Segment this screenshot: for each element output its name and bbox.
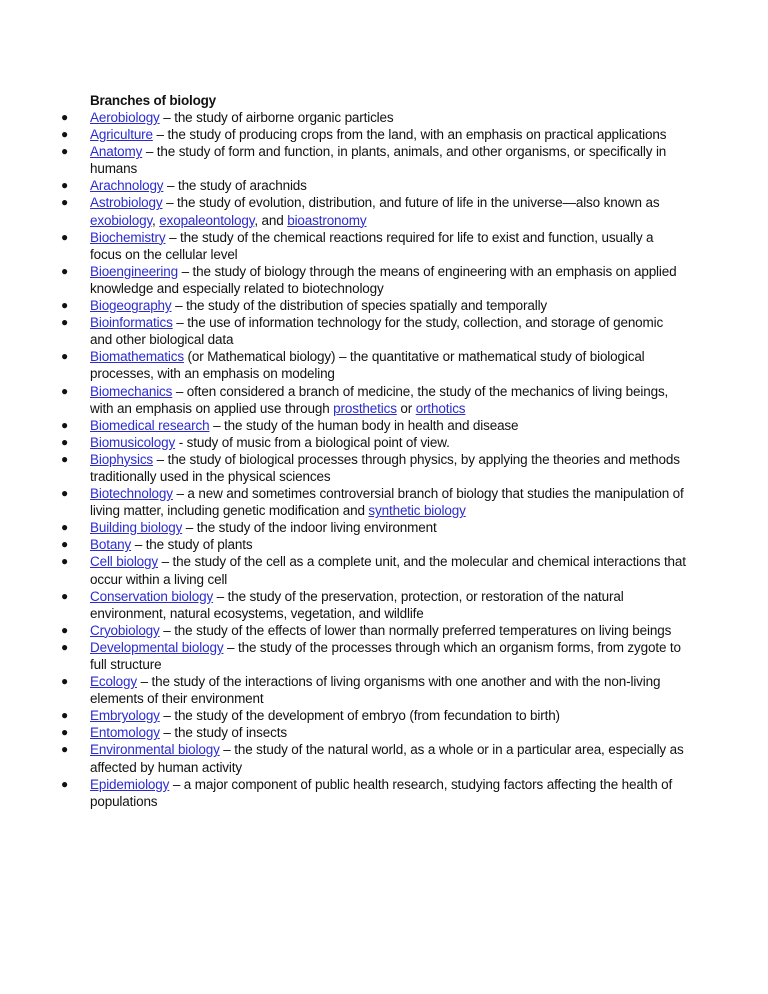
description-text: – the study of the indoor living environment — [182, 520, 437, 536]
list-item — [0, 622, 768, 639]
bullet-icon: ● — [61, 639, 69, 654]
description-text: – the study of the chemical reactions required for life to exist and function, usually a focus on the cellular level — [90, 229, 654, 262]
description-text: - study of music from a biological point of view. — [175, 434, 450, 450]
page-title: Branches of biology — [90, 93, 216, 108]
term-link[interactable]: Biomechanics — [90, 383, 173, 399]
term-link[interactable]: Building biology — [90, 520, 183, 536]
term-link[interactable]: Cryobiology — [90, 622, 160, 638]
term-link[interactable]: Anatomy — [90, 144, 143, 160]
description-text: – the study of the effects of lower than normally preferred temperatures on living beings — [159, 622, 672, 638]
bullet-icon: ● — [61, 110, 69, 124]
term-link[interactable]: Biotechnology — [90, 486, 173, 502]
bullet-icon: ● — [61, 537, 69, 552]
bullet-icon: ● — [61, 315, 69, 330]
term-link[interactable]: Biomedical research — [90, 417, 210, 433]
bullet-icon: ● — [61, 588, 69, 603]
list-item — [0, 263, 768, 297]
bullet-icon: ● — [61, 417, 69, 432]
description-text: – the study of airborne organic particles — [159, 110, 394, 125]
term-link[interactable]: prosthetics — [333, 400, 397, 416]
list-item — [0, 177, 768, 194]
term-link[interactable]: Agriculture — [90, 127, 153, 143]
bullet-icon: ● — [61, 742, 69, 757]
term-link[interactable]: Bioinformatics — [90, 315, 173, 331]
list-item — [0, 109, 768, 126]
list-item — [0, 314, 768, 348]
description-text: – the study of the distribution of species spatially and temporally — [171, 298, 548, 314]
term-link[interactable]: exobiology — [90, 212, 153, 228]
list-item — [0, 536, 768, 553]
list-item — [0, 485, 768, 519]
list-item — [0, 707, 768, 724]
description-text: – often considered a branch of medicine, the study of the mechanics of living beings, with an emphasis on applied use through — [90, 383, 669, 416]
bullet-icon: ● — [61, 229, 69, 244]
bullet-icon: ● — [61, 708, 69, 723]
description-text: – the study of the interactions of living organisms with one another and with the non-living elements of their environment — [90, 674, 661, 707]
description-text: – the study of the cell as a complete unit, and the molecular and chemical interactions that occur within a living cell — [90, 554, 686, 587]
description-text: – the study of form and function, in plants, animals, and other organisms, or specifically in humans — [90, 144, 667, 177]
list-item — [0, 126, 768, 143]
bullet-icon: ● — [61, 127, 69, 142]
bullet-icon: ● — [61, 349, 69, 364]
term-link[interactable]: synthetic biology — [368, 503, 466, 519]
bullet-icon: ● — [61, 195, 69, 210]
term-link[interactable]: Ecology — [90, 674, 137, 690]
term-link[interactable]: Conservation biology — [90, 588, 214, 604]
bullet-icon: ● — [61, 144, 69, 159]
bullet-icon: ● — [61, 554, 69, 569]
bullet-icon: ● — [61, 674, 69, 689]
list-item — [0, 348, 768, 382]
document-page — [0, 92, 768, 810]
list-item — [0, 229, 768, 263]
list-item — [0, 434, 768, 451]
bullet-icon: ● — [61, 486, 69, 501]
list-item — [0, 297, 768, 314]
description-text: – the study of insects — [159, 725, 287, 741]
description-text: – the study of the human body in health and disease — [209, 417, 519, 433]
term-link[interactable]: Arachnology — [90, 178, 164, 194]
term-link[interactable]: bioastronomy — [287, 212, 367, 228]
term-link[interactable]: Developmental biology — [90, 639, 224, 655]
list-item — [0, 588, 768, 622]
term-link[interactable]: exopaleontology — [159, 212, 255, 228]
term-link[interactable]: Epidemiology — [90, 776, 170, 792]
term-link[interactable]: Environmental biology — [90, 742, 220, 758]
term-link[interactable]: Biomusicology — [90, 434, 176, 450]
bullet-icon: ● — [61, 434, 69, 449]
list-item — [0, 519, 768, 536]
description-text: – the study of arachnids — [163, 178, 307, 194]
list-item — [0, 776, 768, 810]
bullet-icon: ● — [61, 178, 69, 193]
bullet-icon: ● — [61, 451, 69, 466]
term-link[interactable]: Biophysics — [90, 451, 154, 467]
term-link[interactable]: Aerobiology — [90, 110, 160, 125]
term-link[interactable]: Embryology — [90, 708, 160, 724]
term-link[interactable]: Bioengineering — [90, 263, 178, 279]
description-text: – the study of producing crops from the land, with an emphasis on practical applications — [152, 127, 667, 143]
bullet-icon: ● — [61, 298, 69, 313]
term-link[interactable]: Cell biology — [90, 554, 158, 570]
list-item — [0, 553, 768, 587]
description-text: – the study of biology through the means of engineering with an emphasis on applied knowledge and especially related to biotechnology — [90, 263, 677, 296]
description-text: – a new and sometimes controversial branch of biology that studies the manipulation of living matter, including genetic modification and — [90, 486, 684, 519]
term-link[interactable]: Entomology — [90, 725, 160, 741]
list-item — [0, 143, 768, 177]
description-text: or — [396, 400, 416, 416]
term-link[interactable]: Biomathematics — [90, 349, 184, 365]
list-item — [0, 451, 768, 485]
description-text: – the study of the development of embryo (from fecundation to birth) — [159, 708, 560, 724]
description-text: (or Mathematical biology) – the quantitative or mathematical study of biological processes, with an emphasis on modeling — [90, 349, 645, 382]
list-item — [0, 724, 768, 741]
description-text: – the study of the natural world, as a whole or in a particular area, especially as affected by human activity — [90, 742, 684, 775]
bullet-icon: ● — [61, 776, 69, 791]
branches-list — [0, 109, 768, 810]
description-text: – the study of biological processes through physics, by applying the theories and methods traditionally used in the physical sciences — [90, 451, 680, 484]
list-item — [0, 639, 768, 673]
description-text: – the use of information technology for the study, collection, and storage of genomic and other biological data — [90, 315, 664, 348]
term-link[interactable]: Biogeography — [90, 298, 172, 314]
bullet-icon: ● — [61, 725, 69, 740]
bullet-icon: ● — [61, 622, 69, 637]
term-link[interactable]: Botany — [90, 537, 132, 553]
description-text: – a major component of public health research, studying factors affecting the health of populations — [90, 776, 673, 809]
bullet-icon: ● — [61, 520, 69, 535]
description-text: , and — [254, 212, 288, 228]
term-link[interactable]: Astrobiology — [90, 195, 163, 211]
list-item — [0, 673, 768, 707]
bullet-icon: ● — [61, 263, 69, 278]
description-text: , — [152, 212, 160, 228]
list-item — [0, 194, 768, 228]
term-link[interactable]: Biochemistry — [90, 229, 166, 245]
list-item — [0, 741, 768, 775]
description-text: – the study of the processes through which an organism forms, from zygote to full structure — [90, 639, 681, 672]
bullet-icon: ● — [61, 383, 69, 398]
list-item — [0, 383, 768, 417]
list-item — [0, 417, 768, 434]
description-text: – the study of evolution, distribution, and future of life in the universe—also known as — [162, 195, 660, 211]
term-link[interactable]: orthotics — [415, 400, 466, 416]
description-text: – the study of plants — [131, 537, 253, 553]
description-text: – the study of the preservation, protection, or restoration of the natural environment, natural ecosystems, vegetation, and wildlife — [90, 588, 624, 621]
